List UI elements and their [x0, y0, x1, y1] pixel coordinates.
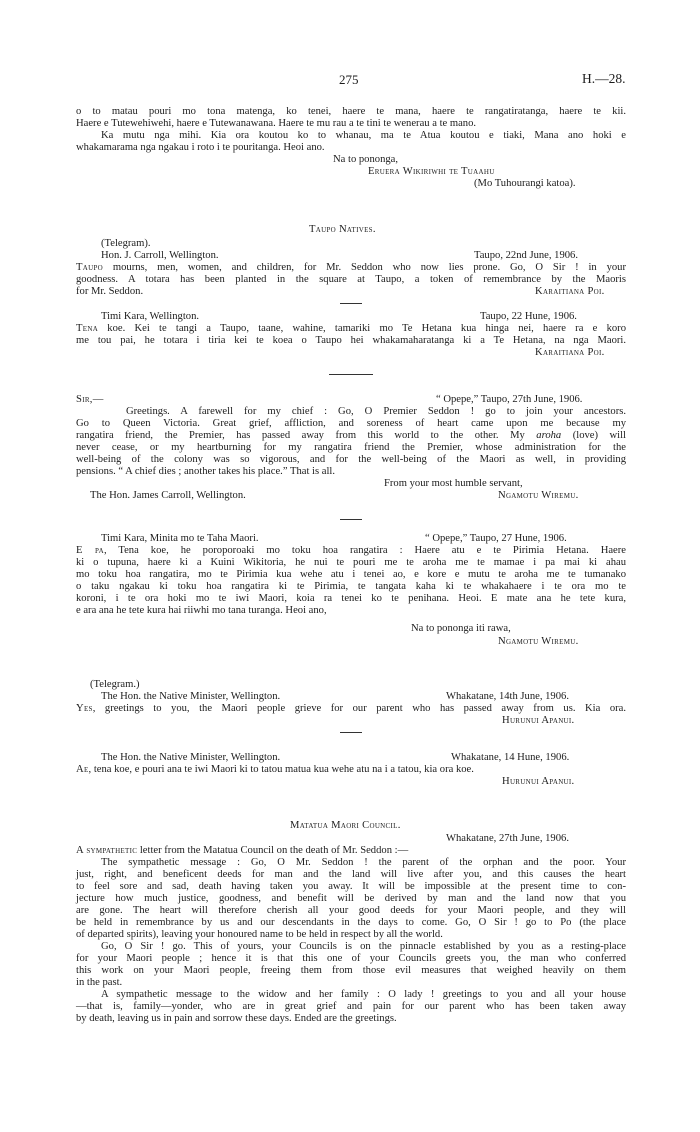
- signature: Karaitiana Poi.: [535, 286, 605, 297]
- text-line: for Mr. Seddon.: [76, 286, 144, 297]
- text-line: just, right, and beneficent deeds for man and the land will live after you, and this causes the heart: [76, 869, 626, 880]
- message-place-date: “ Opepe,” Taupo, 27 Hune, 1906.: [425, 533, 567, 544]
- message-kind: (Telegram).: [101, 238, 151, 249]
- text-line: A sympathetic message to the widow and her family : O lady ! greetings to you and all your house: [101, 989, 626, 1000]
- message-place-date: Whakatane, 14th June, 1906.: [446, 691, 569, 702]
- signature: Karaitiana Poi.: [535, 347, 605, 358]
- message-kind: (Telegram.): [90, 679, 140, 690]
- message-recipient: The Hon. the Native Minister, Wellington.: [101, 691, 281, 702]
- text-line: never cease, or my heartburning for my rangatira friend the Premier, whose administration for the: [76, 442, 626, 453]
- closing-line: Na to pononga,: [333, 154, 399, 165]
- text-line: koroni, i te ora hoki mo te iwi Maori, koia ra tenei ko te penihana. Heoi. E mate ana he tete kura,: [76, 593, 626, 604]
- text-line: well-being of the colony was so vigorous, and for the well-being of the Maori as well, in providing: [76, 454, 626, 465]
- signature: Ngamotu Wiremu.: [498, 490, 579, 501]
- text-line: Go to Queen Victoria. Great grief, affliction, and soreness of heart came upon me because my: [76, 418, 626, 429]
- lead-word: Tena: [76, 323, 99, 334]
- signature-note: (Mo Tuhourangi katoa).: [474, 178, 576, 189]
- message-place-date: Whakatane, 14 Hune, 1906.: [451, 752, 570, 763]
- text-line: for your Maori people ; hence it is that this one of your Councils greets you, the man who conferred: [76, 953, 626, 964]
- text-line: are gone. The heart will therefore cherish all your good deeds for your Maori people, and they will: [76, 905, 626, 916]
- text-line: jecture how much justice, goodness, and benefit will be derived by man and the land now that you: [76, 893, 626, 904]
- text-line: Haere e Tutewehiwehi, haere e Tutewanawana. Haere te mu rau a te tini te wenerau a te mano.: [76, 118, 477, 129]
- text-line: A sympathetic letter from the Matatua Council on the death of Mr. Seddon :—: [76, 845, 409, 856]
- text-line: Greetings. A farewell for my chief : Go, O Premier Seddon ! go to join your ancestors.: [126, 406, 626, 417]
- closing-line: From your most humble servant,: [384, 478, 523, 489]
- text-line: Taupo mourns, men, women, and children, for Mr. Seddon who now lies prone. Go, O Sir ! in your: [76, 262, 626, 273]
- message-place-date: Taupo, 22 Hune, 1906.: [480, 311, 577, 322]
- message-place-date: “ Opepe,” Taupo, 27th June, 1906.: [436, 394, 583, 405]
- section-heading: Taupo Natives.: [309, 224, 376, 235]
- salutation: Sir,—: [76, 394, 104, 405]
- text-line: Ka mutu nga mihi. Kia ora koutou ko to whanau, ma te Atua koutou e tiaki, Mana ano hoki e: [101, 130, 626, 141]
- text-line: by death, leaving us in pain and sorrow these days. Ended are the greetings.: [76, 1013, 397, 1024]
- text-line: The sympathetic message : Go, O Mr. Seddon ! the parent of the orphan and the poor. Your: [101, 857, 626, 868]
- text-line: E pa, Tena koe, he poroporoaki mo toku hoa rangatira : Haere atu e te Pirimia Hetana. Haere: [76, 545, 626, 556]
- text-line: be held in remembrance by us and our descendants in the days to come. Go, O Sir ! go to Po (the place: [76, 917, 626, 928]
- divider: [340, 732, 362, 733]
- text-line: Yes, greetings to you, the Maori people grieve for our parent who has passed away from us. Kia ora.: [76, 703, 626, 714]
- closing-line: Na to pononga iti rawa,: [411, 623, 511, 634]
- message-recipient: Timi Kara, Minita mo te Taha Maori.: [101, 533, 259, 544]
- document-code: H.—28.: [582, 71, 626, 86]
- text-line: rangatira friend, the Premier, has passed away from this world to the other. My aroha (love) will: [76, 430, 626, 441]
- lead-word: Ae: [76, 764, 89, 775]
- signature: Hurunui Apanui.: [502, 776, 575, 787]
- text-line: o taku ngakau ki toku hoa rangatira ki te Pirimia, te tangata kaha ki te whakahaere i te ora mo te: [76, 581, 626, 592]
- text-line: ki o tupuna, haere ki a Kuini Wikitoria, he nui te pouri me te aroha me te mamae i pa mai ki ahau: [76, 557, 626, 568]
- lead-word: Yes: [76, 703, 93, 714]
- signature: Ngamotu Wiremu.: [498, 636, 579, 647]
- text-line: Tena koe. Kei te tangi a Taupo, taane, wahine, tamariki mo Te Hetana kua hinga nei, haere ra e koro: [76, 323, 626, 334]
- text-line: Go, O Sir ! go. This of yours, your Councils is on the pinnacle established by you as a resting-place: [101, 941, 626, 952]
- signature: Eruera Wikiriwhi te Tuaahu: [368, 166, 495, 177]
- message-place-date: Taupo, 22nd June, 1906.: [474, 250, 579, 261]
- message-recipient: Timi Kara, Wellington.: [101, 311, 200, 322]
- text-line: in the past.: [76, 977, 123, 988]
- divider: [329, 374, 373, 375]
- text-line: e ara ana he tete kura hai riiwhi mo tana turanga. Heoi ano,: [76, 605, 327, 616]
- lead-word: A sympathetic: [76, 845, 138, 856]
- lead-word: Taupo: [76, 262, 104, 273]
- text-line: me tou pai, he totara i tiria kei te koea o Taupo hei whakamaharatanga ki a Te Hetana, na nga Maori.: [76, 335, 626, 346]
- text-line: whakamarama nga ngakau i roto i te pouritanga. Heoi ano.: [76, 142, 325, 153]
- message-recipient: The Hon. the Native Minister, Wellington.: [101, 752, 281, 763]
- italic-word: aroha: [536, 430, 562, 441]
- text-line: pensions. “ A chief dies ; another takes his place.” That is all.: [76, 466, 335, 477]
- text-line: to feel sore and sad, death having taken you away. It will be impossible at the present time to con-: [76, 881, 626, 892]
- divider: [340, 519, 362, 520]
- text-line: goodness. A totara has been planted in the square at Taupo, a token of remembrance by the Maoris: [76, 274, 626, 285]
- text-line: o to matau pouri mo tona matenga, ko tenei, haere te mana, haere te rangatiratanga, haere te kii.: [76, 106, 626, 117]
- section-heading: Matatua Maori Council.: [290, 820, 401, 831]
- divider: [340, 303, 362, 304]
- page-number: 275: [339, 72, 359, 87]
- text-line: mo toku hoa rangatira, mo te Pirimia kua wehe atu i tenei ao, e kore e mutu te aroha me te tumanako: [76, 569, 626, 580]
- text-line: Ae, tena koe, e pouri ana te iwi Maori ki to tatou matua kua wehe atu na i a tatou, kia ora koe.: [76, 764, 474, 775]
- text-line: this work on your Maori people, freeing them from those evil measures that weighed heavily on them: [76, 965, 626, 976]
- message-recipient: Hon. J. Carroll, Wellington.: [101, 250, 219, 261]
- message-place-date: Whakatane, 27th June, 1906.: [446, 833, 569, 844]
- text-line: —that is, family—yonder, who are in great grief and pain for our parent who has been taken away: [76, 1001, 626, 1012]
- text-line: of departed spirits), leaving your honoured name to be held in respect by all the world.: [76, 929, 443, 940]
- signature: Hurunui Apanui.: [502, 715, 575, 726]
- lead-word: E pa: [76, 545, 104, 556]
- message-recipient: The Hon. James Carroll, Wellington.: [90, 490, 246, 501]
